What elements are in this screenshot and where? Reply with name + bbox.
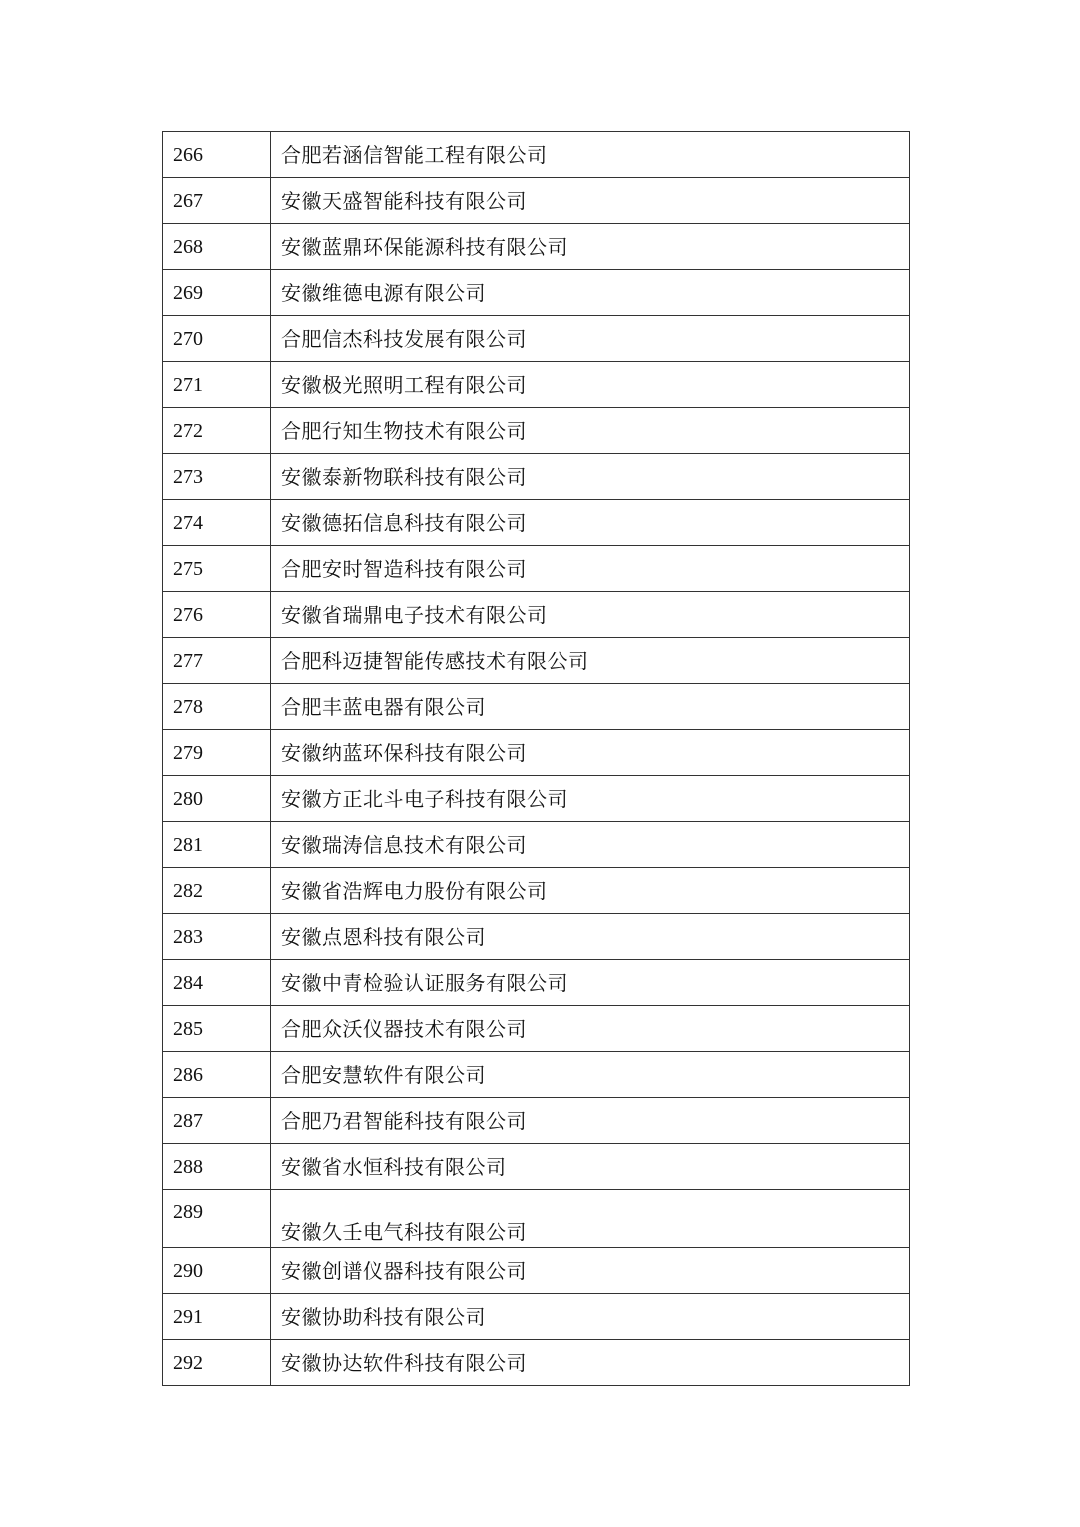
company-name: 安徽省浩辉电力股份有限公司 (271, 868, 910, 914)
table-row (163, 1294, 910, 1340)
table-row (163, 270, 910, 316)
company-name: 安徽中青检验认证服务有限公司 (271, 960, 910, 1006)
table-row (163, 822, 910, 868)
table-row (163, 592, 910, 638)
company-name: 安徽泰新物联科技有限公司 (271, 454, 910, 500)
company-name: 合肥丰蓝电器有限公司 (271, 684, 910, 730)
row-number: 266 (163, 132, 271, 178)
table-row (163, 1340, 910, 1386)
table-row (163, 684, 910, 730)
row-number: 276 (163, 592, 271, 638)
row-number: 268 (163, 224, 271, 270)
company-name: 安徽维德电源有限公司 (271, 270, 910, 316)
company-name: 安徽德拓信息科技有限公司 (271, 500, 910, 546)
table-row (163, 224, 910, 270)
company-name: 安徽省瑞鼎电子技术有限公司 (271, 592, 910, 638)
row-number: 277 (163, 638, 271, 684)
table-row (163, 1052, 910, 1098)
company-name: 安徽协达软件科技有限公司 (271, 1340, 910, 1386)
row-number: 284 (163, 960, 271, 1006)
table-row (163, 1098, 910, 1144)
row-number: 272 (163, 408, 271, 454)
row-number: 274 (163, 500, 271, 546)
company-name: 安徽极光照明工程有限公司 (271, 362, 910, 408)
company-name: 安徽久壬电气科技有限公司 (271, 1190, 910, 1248)
table-row (163, 316, 910, 362)
company-name: 安徽纳蓝环保科技有限公司 (271, 730, 910, 776)
company-name: 合肥乃君智能科技有限公司 (271, 1098, 910, 1144)
company-name: 合肥众沃仪器技术有限公司 (271, 1006, 910, 1052)
table-row (163, 730, 910, 776)
company-name: 安徽创谱仪器科技有限公司 (271, 1248, 910, 1294)
row-number: 273 (163, 454, 271, 500)
row-number: 292 (163, 1340, 271, 1386)
table-row (163, 868, 910, 914)
table-row (163, 408, 910, 454)
table-row (163, 1144, 910, 1190)
row-number: 287 (163, 1098, 271, 1144)
table-row (163, 1248, 910, 1294)
company-name: 安徽天盛智能科技有限公司 (271, 178, 910, 224)
table-row (163, 178, 910, 224)
row-number: 290 (163, 1248, 271, 1294)
row-number: 270 (163, 316, 271, 362)
company-name: 安徽方正北斗电子科技有限公司 (271, 776, 910, 822)
table-row (163, 638, 910, 684)
row-number: 275 (163, 546, 271, 592)
company-name: 合肥行知生物技术有限公司 (271, 408, 910, 454)
row-number: 282 (163, 868, 271, 914)
row-number: 279 (163, 730, 271, 776)
row-number: 288 (163, 1144, 271, 1190)
table-row (163, 1190, 910, 1248)
table-row (163, 914, 910, 960)
row-number: 281 (163, 822, 271, 868)
company-name: 合肥若涵信智能工程有限公司 (271, 132, 910, 178)
company-name: 安徽点恩科技有限公司 (271, 914, 910, 960)
table-row (163, 362, 910, 408)
row-number: 291 (163, 1294, 271, 1340)
company-list-body (163, 132, 910, 1386)
table-row (163, 776, 910, 822)
company-name: 合肥科迈捷智能传感技术有限公司 (271, 638, 910, 684)
row-number: 283 (163, 914, 271, 960)
table-row (163, 500, 910, 546)
table-row (163, 454, 910, 500)
row-number: 269 (163, 270, 271, 316)
row-number: 267 (163, 178, 271, 224)
company-list-table (162, 131, 910, 1386)
table-row (163, 1006, 910, 1052)
company-name: 合肥安慧软件有限公司 (271, 1052, 910, 1098)
company-name: 合肥安时智造科技有限公司 (271, 546, 910, 592)
company-name: 安徽协助科技有限公司 (271, 1294, 910, 1340)
table-row (163, 960, 910, 1006)
row-number: 286 (163, 1052, 271, 1098)
table-row (163, 546, 910, 592)
table-row (163, 132, 910, 178)
row-number: 285 (163, 1006, 271, 1052)
company-name: 安徽蓝鼎环保能源科技有限公司 (271, 224, 910, 270)
row-number: 280 (163, 776, 271, 822)
company-name: 安徽瑞涛信息技术有限公司 (271, 822, 910, 868)
row-number: 278 (163, 684, 271, 730)
row-number: 271 (163, 362, 271, 408)
company-name: 安徽省水恒科技有限公司 (271, 1144, 910, 1190)
company-name: 合肥信杰科技发展有限公司 (271, 316, 910, 362)
row-number: 289 (163, 1190, 271, 1248)
